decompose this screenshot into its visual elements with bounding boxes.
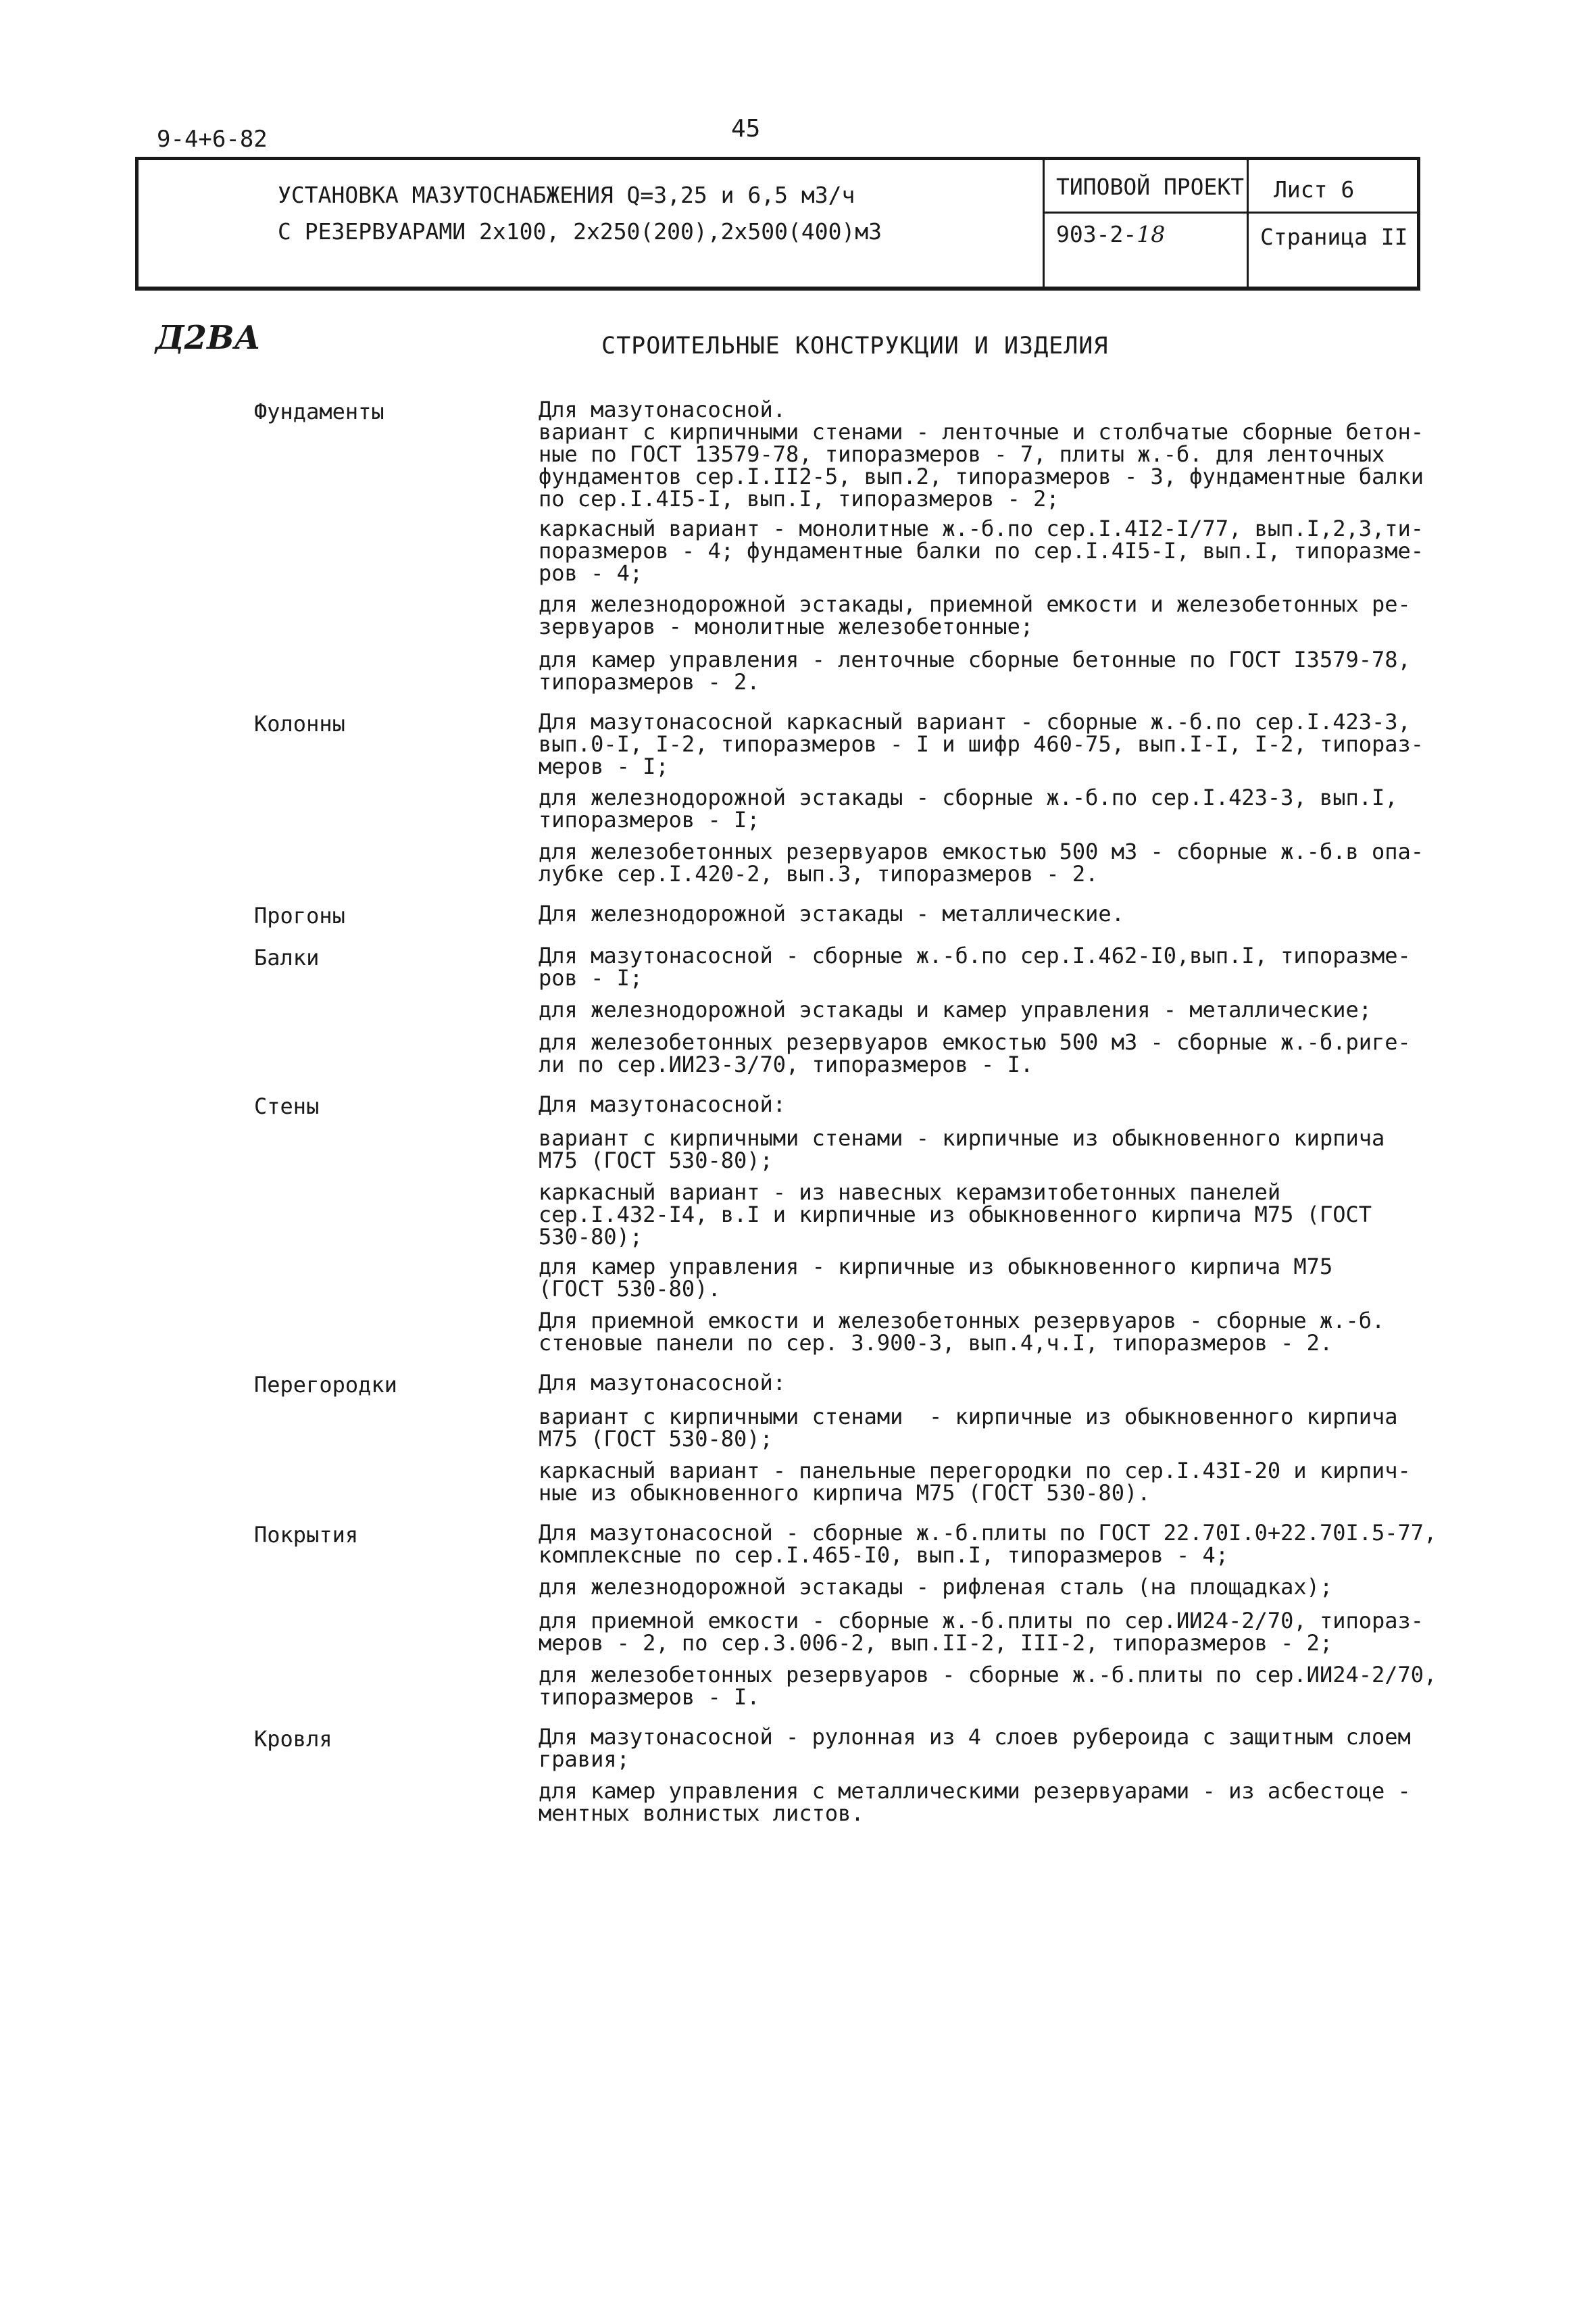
para-foundations-2: каркасный вариант - монолитные ж.-б.по сер.I.4I2-I/77, вып.I,2,3,ти- поразмеров - 4; фундаментные балки по сер.I.4I5-I, вып.I, типоразме- ров - 4; — [539, 516, 1424, 586]
row-label-purlins: Прогоны — [254, 903, 345, 929]
para-purlins-1: Для железнодорожной эстакады - металлические. — [539, 901, 1124, 927]
para-foundations-1: Для мазутонасосной. вариант с кирпичными стенами - ленточные и столбчатые сборные бетон- ные по ГОСТ 13579-78, типоразмеров - 7, плиты ж.-б. для ленточных фундаментов сер.I.II2-5, вып.2, типоразмеров - 3, фундаментные балки по сер.I.4I5-I, вып.I, типоразмеров - 2; — [539, 397, 1424, 512]
corner-mark: Д2ВА — [155, 319, 261, 357]
para-columns-2: для железнодорожной эстакады - сборные ж.-б.по сер.I.423-3, вып.I, типоразмеров - I; — [539, 785, 1398, 833]
para-walls-3: каркасный вариант - из навесных керамзитобетонных панелей сер.I.432-I4, в.I и кирпичные из обыкновенного кирпича М75 (ГОСТ 530-80); — [539, 1179, 1372, 1250]
page-label: Страница II — [1260, 224, 1408, 250]
para-roofing-slabs-2: для железнодорожной эстакады - рифленая сталь (на площадках); — [539, 1574, 1333, 1600]
row-label-beams: Балки — [254, 945, 320, 970]
para-foundations-3: для железнодорожной эстакады, приемной емкости и железобетонных ре- зервуаров - монолитные железобетонные; — [539, 591, 1411, 639]
sheet-number: Лист 6 — [1274, 176, 1355, 203]
para-columns-3: для железобетонных резервуаров емкостью 500 м3 - сборные ж.-б.в опа- лубке сер.I.420-2, вып.3, типоразмеров - 2. — [539, 839, 1424, 887]
para-roofing-slabs-1: Для мазутонасосной - сборные ж.-б.плиты по ГОСТ 22.70I.0+22.70I.5-77, комплексные по сер.I.465-I0, вып.I, типоразмеров - 4; — [539, 1520, 1437, 1568]
row-label-roofing-slabs: Покрытия — [254, 1522, 359, 1548]
para-walls-2: вариант с кирпичными стенами - кирпичные из обыкновенного кирпича М75 (ГОСТ 530-80); — [539, 1125, 1385, 1173]
row-label-walls: Стены — [254, 1093, 320, 1119]
para-foundations-4: для камер управления - ленточные сборные бетонные по ГОСТ I3579-78, типоразмеров - 2. — [539, 647, 1411, 695]
para-roof-1: Для мазутонасосной - рулонная из 4 слоев рубероида с защитным слоем гравия; — [539, 1724, 1411, 1772]
para-walls-1: Для мазутонасосной: — [539, 1091, 787, 1117]
row-label-foundations: Фундаменты — [254, 399, 384, 424]
row-label-columns: Колонны — [254, 711, 345, 737]
para-beams-2: для железнодорожной эстакады и камер управления - металлические; — [539, 997, 1372, 1023]
para-roofing-slabs-3: для приемной емкости - сборные ж.-б.плиты по сер.ИИ24-2/70, типораз- меров - 2, по сер.3.006-2, вып.II-2, III-2, типоразмеров - 2; — [539, 1608, 1424, 1656]
row-label-partitions: Перегородки — [254, 1372, 397, 1398]
para-partitions-1: Для мазутонасосной: — [539, 1370, 787, 1396]
para-beams-3: для железобетонных резервуаров емкостью 500 м3 - сборные ж.-б.риге- ли по сер.ИИ23-3/70, типоразмеров - I. — [539, 1029, 1411, 1077]
project-label: ТИПОВОЙ ПРОЕКТ — [1056, 174, 1245, 200]
title-block — [135, 157, 1420, 291]
page-number: 45 — [731, 115, 761, 143]
para-roofing-slabs-4: для железобетонных резервуаров - сборные ж.-б.плиты по сер.ИИ24-2/70, типоразмеров - I. — [539, 1662, 1437, 1710]
section-title: СТРОИТЕЛЬНЫЕ КОНСТРУКЦИИ И ИЗДЕЛИЯ — [601, 333, 1109, 360]
para-partitions-2: вариант с кирпичными стенами - кирпичные из обыкновенного кирпича М75 (ГОСТ 530-80); — [539, 1404, 1398, 1452]
para-walls-5: Для приемной емкости и железобетонных резервуаров - сборные ж.-б. стеновые панели по сер. 3.900-3, вып.4,ч.I, типоразмеров - 2. — [539, 1308, 1385, 1356]
document-code: 9-4+6-82 — [157, 126, 268, 153]
row-label-roof: Кровля — [254, 1726, 332, 1752]
para-beams-1: Для мазутонасосной - сборные ж.-б.по сер.I.462-I0,вып.I, типоразме- ров - I; — [539, 943, 1411, 991]
para-columns-1: Для мазутонасосной каркасный вариант - сборные ж.-б.по сер.I.423-3, вып.0-I, I-2, типоразмеров - I и шифр 460-75, вып.I-I, I-2, типораз- меров - I; — [539, 709, 1424, 779]
para-partitions-3: каркасный вариант - панельные перегородки по сер.I.43I-20 и кирпич- ные из обыкновенного кирпича М75 (ГОСТ 530-80). — [539, 1458, 1411, 1506]
para-roof-2: для камер управления с металлическими резервуарами - из асбестоце - ментных волнистых листов. — [539, 1778, 1411, 1826]
title-block-line1: УСТАНОВКА МАЗУТОСНАБЖЕНИЯ Q=3,25 и 6,5 м3/ч — [278, 182, 855, 208]
project-number-handwritten: 18 — [1137, 221, 1166, 247]
title-block-line2: С РЕЗЕРВУАРАМИ 2х100, 2х250(200),2х500(400)м3 — [278, 218, 882, 245]
para-walls-4: для камер управления - кирпичные из обыкновенного кирпича М75 (ГОСТ 530-80). — [539, 1254, 1333, 1302]
project-number: 903-2-18 — [1056, 221, 1166, 247]
